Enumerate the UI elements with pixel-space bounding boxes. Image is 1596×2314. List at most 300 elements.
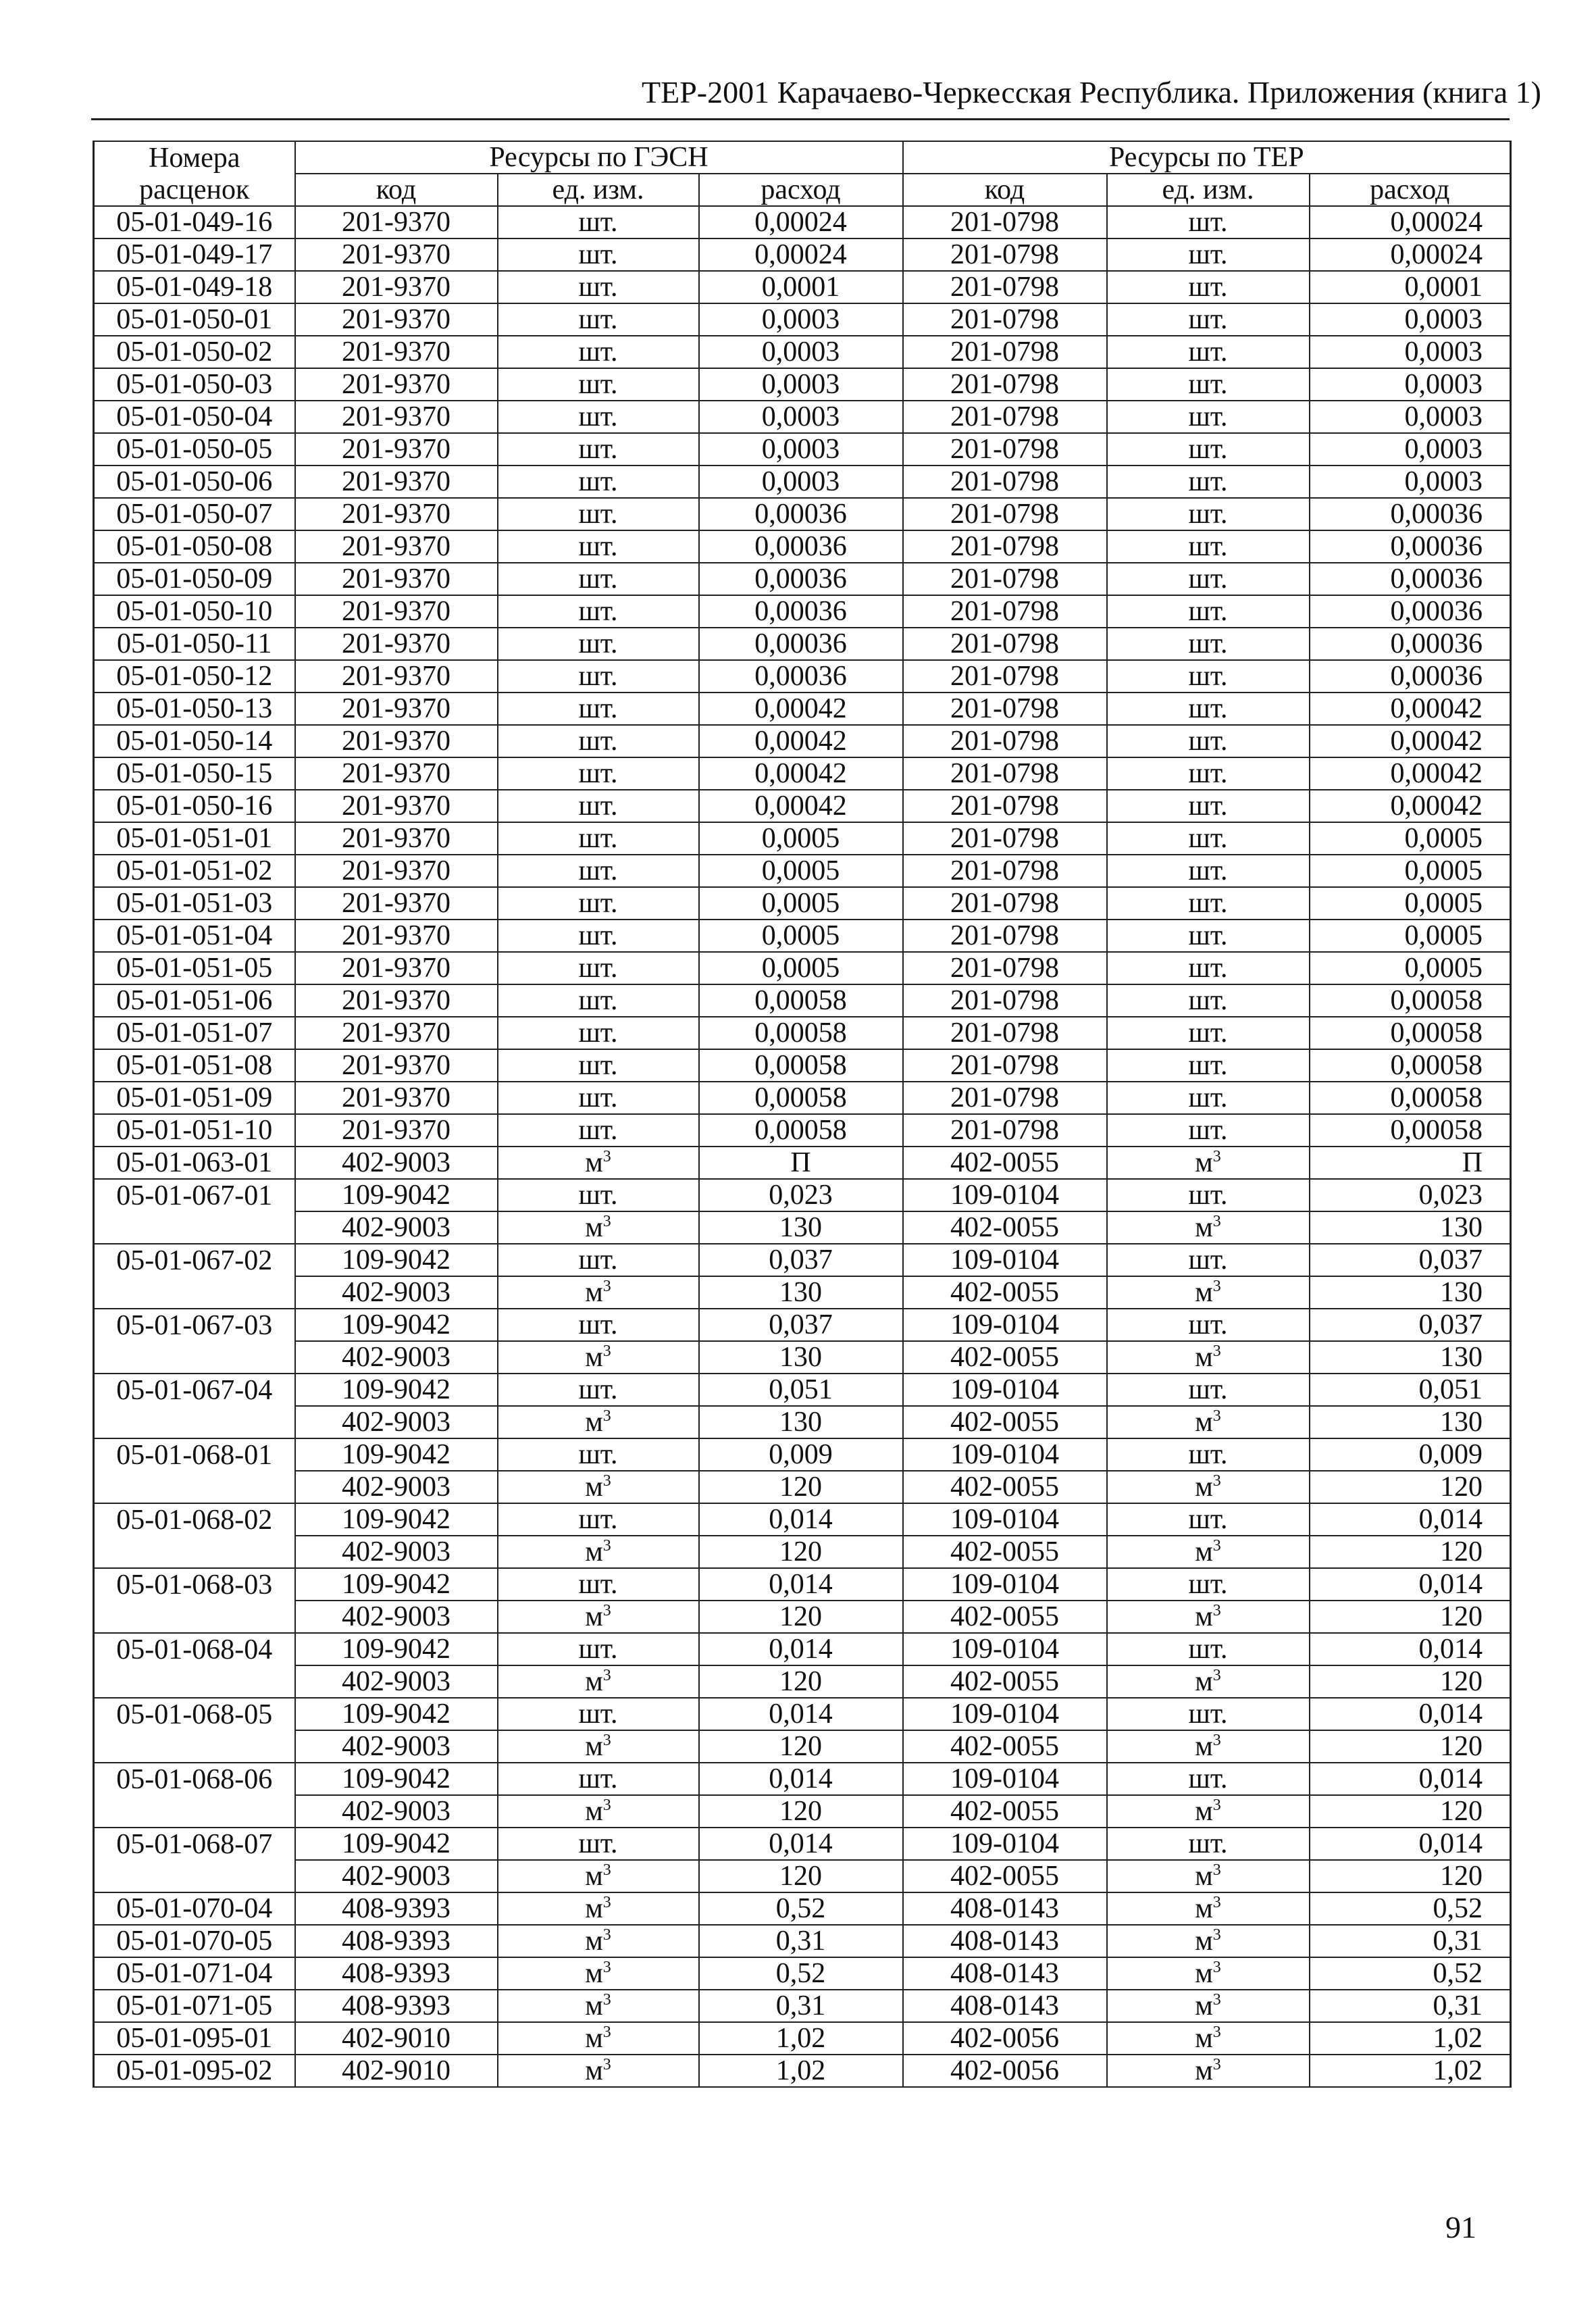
rate-number-cell: 05-01-095-02 [94, 2055, 295, 2087]
table-row [94, 920, 1511, 952]
gesn-amount-cell: 120 [699, 1665, 903, 1698]
gesn-code-cell: 201-9370 [295, 401, 498, 433]
ter-unit-cell: $м^3$ [1107, 1601, 1310, 1633]
ter-code-cell: 402-0055 [903, 1211, 1107, 1244]
gesn-unit-cell: $м^3$ [498, 1925, 699, 1957]
gesn-code-cell: 402-9003 [295, 1147, 498, 1179]
running-header: ТЕР-2001 Карачаево-Черкесская Республика. Приложения (книга 1) [642, 75, 1542, 109]
gesn-amount-cell: 120 [699, 1536, 903, 1568]
ter-amount-cell: 0,014 [1310, 1503, 1511, 1536]
table-row [94, 530, 1511, 563]
gesn-unit-cell: шт. [498, 238, 699, 271]
rate-number-cell: 05-01-068-01 [94, 1438, 295, 1471]
table-row [94, 855, 1511, 887]
table-row [94, 1471, 1511, 1503]
ter-unit-cell: шт. [1107, 1309, 1310, 1341]
ter-unit-cell: шт. [1107, 1633, 1310, 1665]
gesn-code-cell: 201-9370 [295, 693, 498, 725]
ter-amount-cell: 130 [1310, 1406, 1511, 1438]
ter-unit-cell: шт. [1107, 1082, 1310, 1114]
ter-amount-cell: 0,00058 [1310, 1114, 1511, 1147]
gesn-amount-cell: 0,0003 [699, 336, 903, 368]
gesn-code-cell: 109-9042 [295, 1503, 498, 1536]
gesn-amount-cell: 0,051 [699, 1374, 903, 1406]
ter-code-cell: 109-0104 [903, 1763, 1107, 1795]
ter-amount-cell: 0,0003 [1310, 401, 1511, 433]
rate-number-cell [94, 1730, 295, 1763]
ter-code-cell: 109-0104 [903, 1633, 1107, 1665]
table-row [94, 1828, 1511, 1860]
ter-unit-cell: $м^3$ [1107, 1665, 1310, 1698]
rate-number-cell: 05-01-067-02 [94, 1244, 295, 1276]
rate-number-cell: 05-01-050-14 [94, 725, 295, 757]
ter-unit-cell: шт. [1107, 238, 1310, 271]
ter-amount-cell: 130 [1310, 1276, 1511, 1309]
rate-number-cell: 05-01-050-06 [94, 466, 295, 498]
gesn-amount-cell: 0,31 [699, 1925, 903, 1957]
gesn-unit-cell: $м^3$ [498, 1957, 699, 1990]
ter-code-cell: 201-0798 [903, 822, 1107, 855]
table-row [94, 1179, 1511, 1211]
ter-code-cell: 201-0798 [903, 206, 1107, 238]
ter-unit-cell: шт. [1107, 1698, 1310, 1730]
gesn-amount-cell: 0,0003 [699, 401, 903, 433]
gesn-code-cell: 402-9003 [295, 1471, 498, 1503]
ter-code-cell: 201-0798 [903, 1049, 1107, 1082]
ter-unit-cell: шт. [1107, 466, 1310, 498]
rate-number-cell: 05-01-051-06 [94, 984, 295, 1017]
ter-amount-cell: 0,52 [1310, 1892, 1511, 1925]
gesn-code-cell: 408-9393 [295, 1925, 498, 1957]
gesn-code-cell: 109-9042 [295, 1568, 498, 1601]
gesn-amount-cell: 0,0005 [699, 822, 903, 855]
gesn-code-cell: 109-9042 [295, 1179, 498, 1211]
table-row [94, 1276, 1511, 1309]
gesn-amount-cell: 0,0001 [699, 271, 903, 303]
rate-number-cell: 05-01-067-04 [94, 1374, 295, 1406]
table-row [94, 1601, 1511, 1633]
gesn-amount-cell: 0,00036 [699, 498, 903, 530]
ter-unit-cell: $м^3$ [1107, 1957, 1310, 1990]
gesn-code-cell: 109-9042 [295, 1633, 498, 1665]
ter-amount-cell: 0,00042 [1310, 693, 1511, 725]
ter-code-cell: 201-0798 [903, 401, 1107, 433]
rate-number-cell: 05-01-050-07 [94, 498, 295, 530]
ter-amount-cell: 120 [1310, 1730, 1511, 1763]
table-row [94, 660, 1511, 693]
ter-code-cell: 109-0104 [903, 1568, 1107, 1601]
table-row [94, 790, 1511, 822]
gesn-unit-cell: $м^3$ [498, 1665, 699, 1698]
gesn-unit-cell: шт. [498, 303, 699, 336]
rate-number-cell [94, 1536, 295, 1568]
gesn-unit-cell: шт. [498, 1017, 699, 1049]
gesn-amount-cell: 0,0003 [699, 466, 903, 498]
gesn-code-cell: 201-9370 [295, 822, 498, 855]
ter-amount-cell: 0,009 [1310, 1438, 1511, 1471]
ter-unit-cell: шт. [1107, 336, 1310, 368]
gesn-unit-cell: $м^3$ [498, 1211, 699, 1244]
table-row [94, 595, 1511, 628]
table-row [94, 1406, 1511, 1438]
gesn-unit-cell: шт. [498, 1179, 699, 1211]
gesn-unit-cell: $м^3$ [498, 1147, 699, 1179]
rate-number-cell: 05-01-068-05 [94, 1698, 295, 1730]
ter-amount-cell: 0,0005 [1310, 952, 1511, 984]
rate-number-cell: 05-01-049-17 [94, 238, 295, 271]
gesn-code-cell: 201-9370 [295, 1082, 498, 1114]
ter-amount-cell: 0,0003 [1310, 336, 1511, 368]
rate-number-cell [94, 1860, 295, 1892]
gesn-code-cell: 109-9042 [295, 1698, 498, 1730]
ter-code-cell: 201-0798 [903, 498, 1107, 530]
ter-unit-cell: шт. [1107, 822, 1310, 855]
table-row [94, 1438, 1511, 1471]
gesn-code-cell: 201-9370 [295, 563, 498, 595]
ter-code-cell: 201-0798 [903, 303, 1107, 336]
table-row [94, 401, 1511, 433]
gesn-amount-cell: 0,037 [699, 1244, 903, 1276]
gesn-code-cell: 201-9370 [295, 433, 498, 466]
ter-code-cell: 402-0055 [903, 1601, 1107, 1633]
ter-unit-cell: $м^3$ [1107, 1925, 1310, 1957]
gesn-amount-cell: 0,014 [699, 1633, 903, 1665]
ter-code-cell: 201-0798 [903, 628, 1107, 660]
ter-amount-cell: 130 [1310, 1211, 1511, 1244]
gesn-unit-cell: $м^3$ [498, 1341, 699, 1374]
gesn-code-cell: 201-9370 [295, 757, 498, 790]
gesn-amount-cell: 0,00042 [699, 790, 903, 822]
rate-number-cell: 05-01-095-01 [94, 2022, 295, 2055]
gesn-unit-cell: $м^3$ [498, 1406, 699, 1438]
gesn-amount-cell: 0,00042 [699, 693, 903, 725]
gesn-amount-cell: П [699, 1147, 903, 1179]
rate-number-cell: 05-01-067-03 [94, 1309, 295, 1341]
ter-amount-cell: 0,014 [1310, 1568, 1511, 1601]
ter-code-cell: 402-0055 [903, 1341, 1107, 1374]
gesn-unit-cell: шт. [498, 693, 699, 725]
gesn-unit-cell: шт. [498, 466, 699, 498]
header-ter-amount: расход [1310, 174, 1511, 206]
gesn-code-cell: 201-9370 [295, 790, 498, 822]
gesn-unit-cell: шт. [498, 498, 699, 530]
table-row [94, 1536, 1511, 1568]
ter-unit-cell: шт. [1107, 1503, 1310, 1536]
ter-unit-cell: $м^3$ [1107, 1211, 1310, 1244]
ter-unit-cell: $м^3$ [1107, 1990, 1310, 2022]
ter-code-cell: 408-0143 [903, 1892, 1107, 1925]
header-ter-code: код [903, 174, 1107, 206]
ter-code-cell: 201-0798 [903, 271, 1107, 303]
table-row [94, 887, 1511, 920]
ter-code-cell: 402-0055 [903, 1276, 1107, 1309]
rate-number-cell [94, 1406, 295, 1438]
gesn-amount-cell: 0,00036 [699, 563, 903, 595]
ter-amount-cell: 1,02 [1310, 2022, 1511, 2055]
ter-amount-cell: 0,0005 [1310, 822, 1511, 855]
ter-unit-cell: шт. [1107, 952, 1310, 984]
gesn-amount-cell: 0,00024 [699, 206, 903, 238]
ter-code-cell: 201-0798 [903, 336, 1107, 368]
rate-number-cell [94, 1471, 295, 1503]
table-row [94, 1244, 1511, 1276]
gesn-amount-cell: 0,037 [699, 1309, 903, 1341]
gesn-code-cell: 201-9370 [295, 466, 498, 498]
ter-unit-cell: $м^3$ [1107, 1406, 1310, 1438]
ter-code-cell: 402-0055 [903, 1665, 1107, 1698]
gesn-code-cell: 402-9003 [295, 1536, 498, 1568]
ter-amount-cell: 120 [1310, 1536, 1511, 1568]
gesn-amount-cell: 0,52 [699, 1957, 903, 1990]
ter-code-cell: 109-0104 [903, 1244, 1107, 1276]
ter-amount-cell: 0,00058 [1310, 1082, 1511, 1114]
table-row [94, 1763, 1511, 1795]
table-row [94, 952, 1511, 984]
gesn-code-cell: 109-9042 [295, 1244, 498, 1276]
gesn-unit-cell: шт. [498, 1503, 699, 1536]
gesn-code-cell: 402-9010 [295, 2055, 498, 2087]
gesn-amount-cell: 0,0003 [699, 303, 903, 336]
ter-unit-cell: шт. [1107, 725, 1310, 757]
ter-code-cell: 109-0104 [903, 1698, 1107, 1730]
gesn-unit-cell: шт. [498, 1309, 699, 1341]
ter-amount-cell: 0,051 [1310, 1374, 1511, 1406]
ter-unit-cell: шт. [1107, 887, 1310, 920]
ter-code-cell: 201-0798 [903, 887, 1107, 920]
gesn-amount-cell: 0,014 [699, 1828, 903, 1860]
ter-code-cell: 408-0143 [903, 1957, 1107, 1990]
ter-code-cell: 402-0055 [903, 1860, 1107, 1892]
ter-code-cell: 201-0798 [903, 595, 1107, 628]
gesn-amount-cell: 0,00036 [699, 660, 903, 693]
rate-number-cell: 05-01-050-10 [94, 595, 295, 628]
gesn-unit-cell: шт. [498, 1438, 699, 1471]
gesn-amount-cell: 130 [699, 1276, 903, 1309]
gesn-unit-cell: шт. [498, 725, 699, 757]
gesn-amount-cell: 0,00058 [699, 1082, 903, 1114]
gesn-code-cell: 201-9370 [295, 952, 498, 984]
gesn-amount-cell: 130 [699, 1211, 903, 1244]
header-rule [91, 118, 1510, 120]
gesn-code-cell: 402-9003 [295, 1730, 498, 1763]
ter-code-cell: 408-0143 [903, 1990, 1107, 2022]
table-row [94, 2022, 1511, 2055]
ter-code-cell: 402-0055 [903, 1471, 1107, 1503]
ter-code-cell: 109-0104 [903, 1179, 1107, 1211]
gesn-code-cell: 201-9370 [295, 303, 498, 336]
gesn-code-cell: 201-9370 [295, 206, 498, 238]
rate-number-cell: 05-01-070-05 [94, 1925, 295, 1957]
ter-unit-cell: $м^3$ [1107, 1860, 1310, 1892]
table-row [94, 498, 1511, 530]
gesn-amount-cell: 0,00024 [699, 238, 903, 271]
gesn-amount-cell: 0,014 [699, 1763, 903, 1795]
ter-amount-cell: 0,037 [1310, 1309, 1511, 1341]
table-row [94, 1341, 1511, 1374]
gesn-unit-cell: шт. [498, 984, 699, 1017]
ter-code-cell: 109-0104 [903, 1828, 1107, 1860]
gesn-code-cell: 402-9003 [295, 1860, 498, 1892]
ter-code-cell: 201-0798 [903, 1017, 1107, 1049]
resources-table [93, 141, 1512, 2088]
ter-code-cell: 201-0798 [903, 790, 1107, 822]
rate-number-cell [94, 1341, 295, 1374]
gesn-unit-cell: шт. [498, 855, 699, 887]
ter-amount-cell: 0,00042 [1310, 725, 1511, 757]
rate-number-cell: 05-01-050-15 [94, 757, 295, 790]
gesn-code-cell: 201-9370 [295, 336, 498, 368]
ter-code-cell: 201-0798 [903, 1114, 1107, 1147]
ter-unit-cell: шт. [1107, 433, 1310, 466]
ter-code-cell: 201-0798 [903, 530, 1107, 563]
table-row [94, 466, 1511, 498]
gesn-unit-cell: шт. [498, 336, 699, 368]
ter-code-cell: 109-0104 [903, 1374, 1107, 1406]
gesn-amount-cell: 0,0005 [699, 887, 903, 920]
table-row [94, 1925, 1511, 1957]
ter-amount-cell: 0,014 [1310, 1763, 1511, 1795]
ter-unit-cell: $м^3$ [1107, 1471, 1310, 1503]
gesn-unit-cell: шт. [498, 1374, 699, 1406]
gesn-amount-cell: 120 [699, 1601, 903, 1633]
ter-amount-cell: 0,00036 [1310, 530, 1511, 563]
ter-amount-cell: 0,0003 [1310, 466, 1511, 498]
table-row [94, 206, 1511, 238]
gesn-code-cell: 402-9003 [295, 1406, 498, 1438]
table-row [94, 1049, 1511, 1082]
gesn-code-cell: 109-9042 [295, 1763, 498, 1795]
ter-amount-cell: 0,014 [1310, 1828, 1511, 1860]
ter-code-cell: 402-0055 [903, 1536, 1107, 1568]
ter-amount-cell: 0,00036 [1310, 595, 1511, 628]
ter-amount-cell: 0,31 [1310, 1925, 1511, 1957]
rate-number-cell: 05-01-051-10 [94, 1114, 295, 1147]
table-row [94, 303, 1511, 336]
table-row [94, 1860, 1511, 1892]
gesn-code-cell: 201-9370 [295, 887, 498, 920]
ter-code-cell: 201-0798 [903, 725, 1107, 757]
table-row [94, 1957, 1511, 1990]
rate-number-cell [94, 1795, 295, 1828]
rate-number-cell: 05-01-051-07 [94, 1017, 295, 1049]
gesn-amount-cell: 0,00036 [699, 530, 903, 563]
rate-number-cell: 05-01-050-12 [94, 660, 295, 693]
ter-unit-cell: $м^3$ [1107, 2022, 1310, 2055]
ter-unit-cell: шт. [1107, 790, 1310, 822]
gesn-unit-cell: шт. [498, 1082, 699, 1114]
rate-number-cell [94, 1276, 295, 1309]
table-row [94, 1892, 1511, 1925]
gesn-amount-cell: 0,00058 [699, 984, 903, 1017]
gesn-amount-cell: 0,0005 [699, 952, 903, 984]
gesn-amount-cell: 0,00036 [699, 628, 903, 660]
ter-unit-cell: шт. [1107, 920, 1310, 952]
gesn-unit-cell: $м^3$ [498, 1892, 699, 1925]
ter-amount-cell: 0,0003 [1310, 303, 1511, 336]
table-row [94, 1082, 1511, 1114]
ter-code-cell: 201-0798 [903, 466, 1107, 498]
table-row [94, 238, 1511, 271]
gesn-code-cell: 402-9003 [295, 1276, 498, 1309]
ter-amount-cell: 120 [1310, 1471, 1511, 1503]
ter-amount-cell: 0,0005 [1310, 887, 1511, 920]
rate-number-cell: 05-01-067-01 [94, 1179, 295, 1211]
gesn-code-cell: 201-9370 [295, 1049, 498, 1082]
ter-amount-cell: 0,0003 [1310, 368, 1511, 401]
rate-number-cell: 05-01-050-05 [94, 433, 295, 466]
gesn-unit-cell: шт. [498, 1828, 699, 1860]
ter-code-cell: 201-0798 [903, 855, 1107, 887]
gesn-unit-cell: шт. [498, 822, 699, 855]
gesn-unit-cell: шт. [498, 206, 699, 238]
gesn-unit-cell: шт. [498, 1698, 699, 1730]
ter-unit-cell: $м^3$ [1107, 1147, 1310, 1179]
ter-code-cell: 402-0056 [903, 2055, 1107, 2087]
ter-code-cell: 201-0798 [903, 368, 1107, 401]
ter-code-cell: 201-0798 [903, 563, 1107, 595]
ter-unit-cell: шт. [1107, 693, 1310, 725]
table-row [94, 433, 1511, 466]
gesn-amount-cell: 0,014 [699, 1698, 903, 1730]
ter-code-cell: 201-0798 [903, 1082, 1107, 1114]
ter-amount-cell: 0,0005 [1310, 855, 1511, 887]
gesn-unit-cell: шт. [498, 757, 699, 790]
ter-unit-cell: $м^3$ [1107, 1795, 1310, 1828]
header-rate-numbers-line2: расценок [94, 174, 295, 206]
gesn-amount-cell: 1,02 [699, 2022, 903, 2055]
rate-number-cell: 05-01-050-03 [94, 368, 295, 401]
ter-amount-cell: 0,00058 [1310, 1017, 1511, 1049]
gesn-unit-cell: $м^3$ [498, 1471, 699, 1503]
gesn-amount-cell: 120 [699, 1471, 903, 1503]
gesn-amount-cell: 130 [699, 1341, 903, 1374]
gesn-code-cell: 402-9003 [295, 1601, 498, 1633]
ter-code-cell: 201-0798 [903, 693, 1107, 725]
rate-number-cell: 05-01-050-04 [94, 401, 295, 433]
gesn-code-cell: 402-9003 [295, 1211, 498, 1244]
table-row [94, 1114, 1511, 1147]
rate-number-cell: 05-01-063-01 [94, 1147, 295, 1179]
ter-code-cell: 402-0055 [903, 1730, 1107, 1763]
gesn-amount-cell: 0,00058 [699, 1017, 903, 1049]
ter-unit-cell: шт. [1107, 660, 1310, 693]
rate-number-cell [94, 1211, 295, 1244]
gesn-code-cell: 201-9370 [295, 271, 498, 303]
gesn-amount-cell: 120 [699, 1860, 903, 1892]
table-row [94, 822, 1511, 855]
gesn-amount-cell: 0,014 [699, 1568, 903, 1601]
gesn-amount-cell: 0,023 [699, 1179, 903, 1211]
gesn-amount-cell: 0,0005 [699, 920, 903, 952]
gesn-unit-cell: шт. [498, 530, 699, 563]
ter-amount-cell: 0,0005 [1310, 920, 1511, 952]
gesn-code-cell: 402-9003 [295, 1665, 498, 1698]
gesn-amount-cell: 0,00058 [699, 1114, 903, 1147]
table-row [94, 1147, 1511, 1179]
ter-amount-cell: 0,00058 [1310, 984, 1511, 1017]
ter-unit-cell: $м^3$ [1107, 1276, 1310, 1309]
table-row [94, 725, 1511, 757]
table-row [94, 984, 1511, 1017]
ter-code-cell: 402-0055 [903, 1795, 1107, 1828]
table-row [94, 1211, 1511, 1244]
gesn-code-cell: 408-9393 [295, 1990, 498, 2022]
gesn-code-cell: 402-9010 [295, 2022, 498, 2055]
gesn-code-cell: 408-9393 [295, 1957, 498, 1990]
page-number: 91 [1445, 2210, 1476, 2244]
gesn-amount-cell: 0,52 [699, 1892, 903, 1925]
gesn-amount-cell: 0,0005 [699, 855, 903, 887]
